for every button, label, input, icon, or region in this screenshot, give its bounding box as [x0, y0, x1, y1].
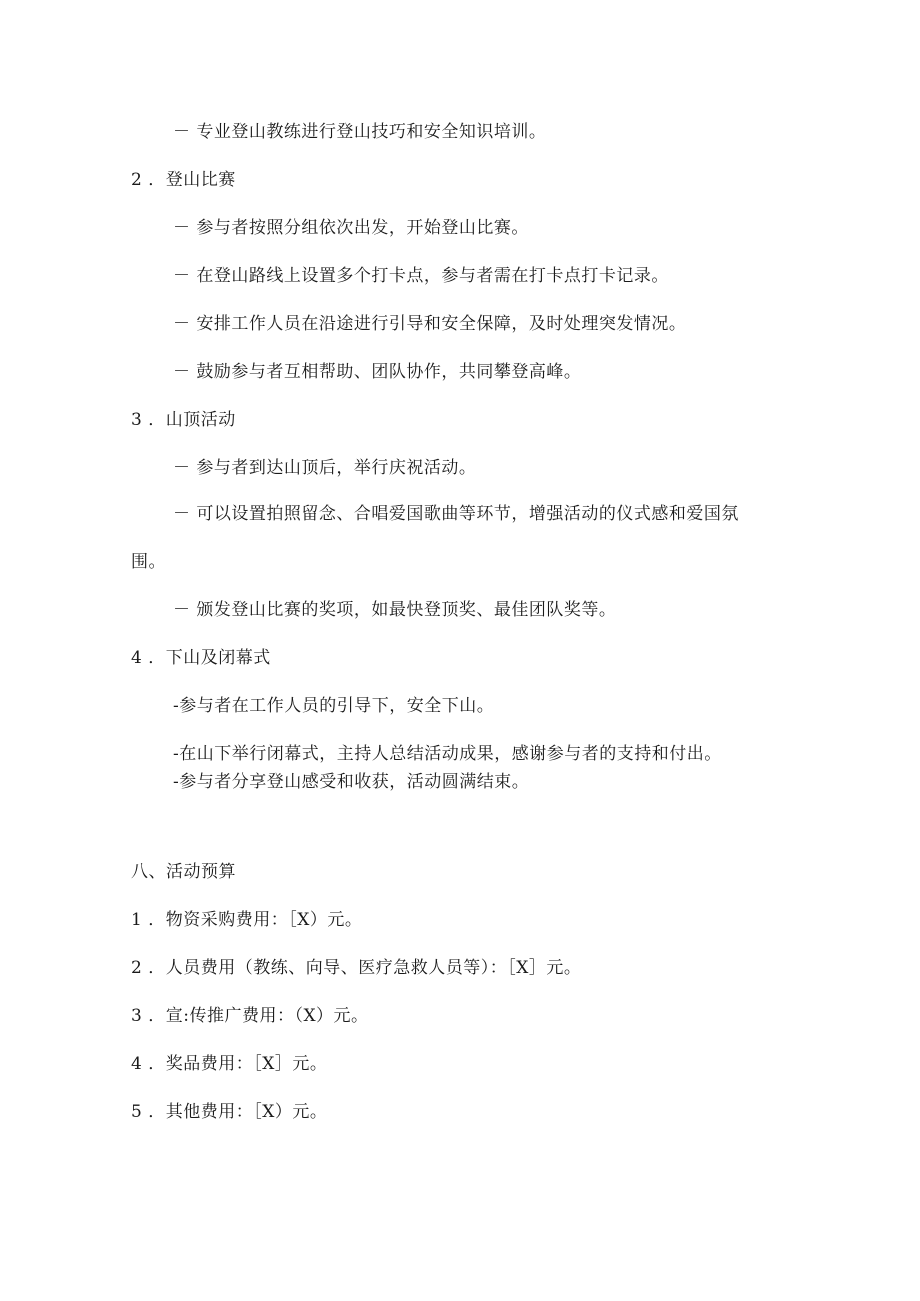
budget-item-other: 5 ．其他费用：［X）元。: [131, 1102, 328, 1122]
bullet-photo-songs-wrap: 围。: [131, 552, 166, 572]
bullet-teamwork: － 鼓励参与者互相帮助、团队协作，共同攀登高峰。: [173, 362, 582, 382]
bullet-checkpoints: － 在登山路线上设置多个打卡点，参与者需在打卡点打卡记录。: [173, 266, 669, 286]
budget-item-prizes: 4 ．奖品费用：［X］元。: [131, 1054, 328, 1074]
heading-descent-closing: 4 ．下山及闭幕式: [131, 648, 271, 668]
budget-item-promotion: 3 ．宣:传推广费用：（X）元。: [131, 1006, 369, 1026]
bullet-share-experience: -参与者分享登山感受和收获，活动圆满结束。: [173, 772, 530, 792]
bullet-celebration: － 参与者到达山顶后，举行庆祝活动。: [173, 458, 477, 478]
bullet-awards: － 颁发登山比赛的奖项，如最快登顶奖、最佳团队奖等。: [173, 600, 617, 620]
heading-summit-activities: 3 ．山顶活动: [131, 410, 236, 430]
budget-item-personnel: 2 ．人员费用（教练、向导、医疗急救人员等）：［X］元。: [131, 958, 582, 978]
bullet-safe-descent: -参与者在工作人员的引导下，安全下山。: [173, 696, 495, 716]
bullet-training: － 专业登山教练进行登山技巧和安全知识培训。: [173, 122, 547, 142]
bullet-photo-songs: － 可以设置拍照留念、合唱爱国歌曲等环节，增强活动的仪式感和爱国氛: [173, 504, 739, 524]
heading-climbing-race: 2 ．登山比赛: [131, 170, 236, 190]
bullet-staff-guidance: － 安排工作人员在沿途进行引导和安全保障，及时处理突发情况。: [173, 314, 687, 334]
bullet-depart: － 参与者按照分组依次出发，开始登山比赛。: [173, 218, 529, 238]
budget-item-materials: 1 ．物资采购费用：［X）元。: [131, 910, 363, 930]
bullet-closing-ceremony: -在山下举行闭幕式，主持人总结活动成果，感谢参与者的支持和付出。: [173, 744, 722, 764]
heading-budget: 八、活动预算: [131, 862, 236, 882]
